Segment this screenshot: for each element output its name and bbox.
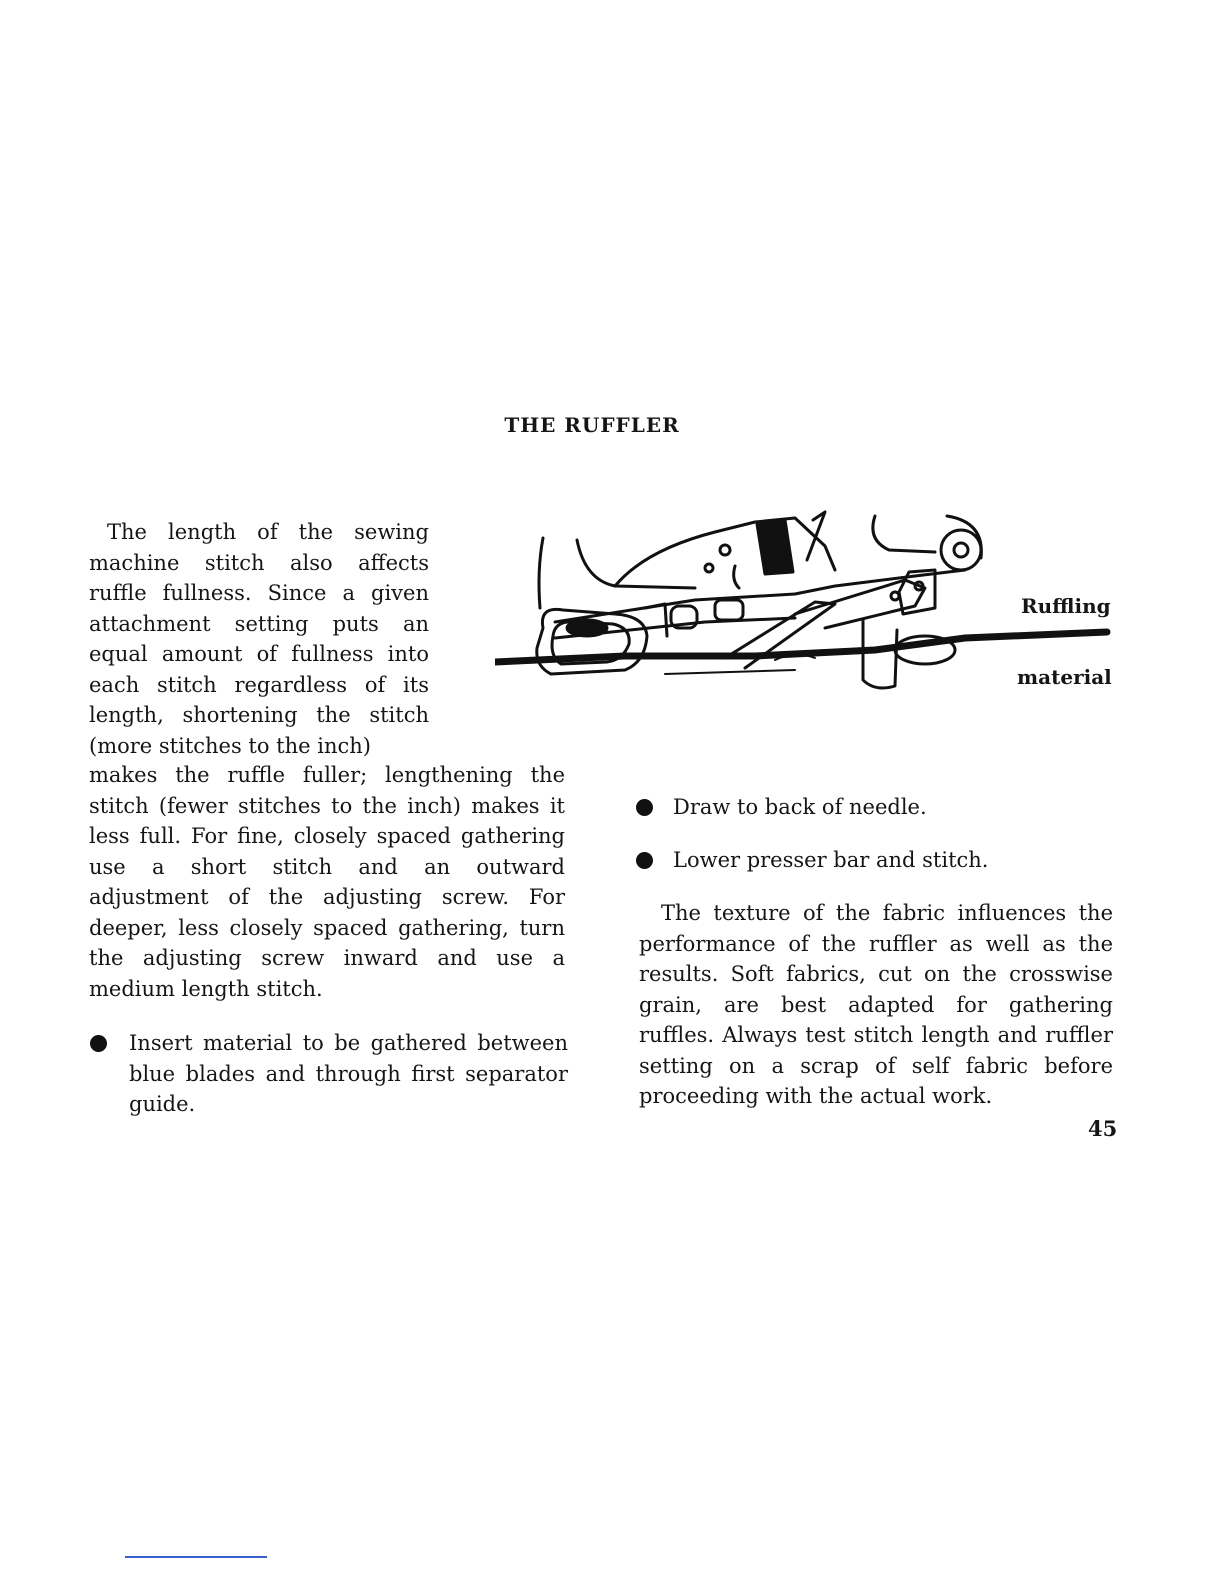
intro-paragraph-top: The length of the sewing machine stitch also affects ruffle fullness. Since a given attachment setting puts an equal amount of fullness into each stitch regardless of its length, shortening the stitch (more stitches to the inch) [89, 520, 429, 758]
bullet-text: Lower presser bar and stitch. [673, 848, 989, 872]
bullet-draw-needle [636, 792, 1056, 823]
intro-paragraph-bottom: makes the ruffle fuller; lengthening the stitch (fewer stitches to the inch) makes it less full. For fine, closely spaced gathering use a short stitch and an outward adjustment of the adjusting screw. For deeper, less closely spaced gathering, turn the adjusting screw inward and use a medium length stitch. [89, 763, 565, 1001]
bullet-dot-icon [636, 799, 653, 816]
page-number: 45 [1088, 1116, 1118, 1141]
bullet-lower-presser [636, 845, 1056, 876]
bullet-text: Draw to back of needle. [673, 795, 927, 819]
footer-divider [125, 1556, 267, 1558]
texture-paragraph: The texture of the fabric influences the performance of the ruffler as well as the results. Soft fabrics, cut on the crosswise grain, are best adapted for gathering ruffles. Always test stitch length and ruffler setting on a scrap of self fabric before proceeding with the actual work. [639, 901, 1113, 1108]
bullet-insert-material [90, 1028, 568, 1120]
page-title: THE RUFFLER [504, 413, 680, 437]
figure-label-ruffling: Ruffling [1021, 594, 1111, 618]
bullet-dot-icon [636, 852, 653, 869]
bullet-text: Insert material to be gathered between blue blades and through first separator guide. [129, 1031, 568, 1116]
bullet-dot-icon [90, 1035, 107, 1052]
figure-label-material: material [1017, 665, 1112, 689]
